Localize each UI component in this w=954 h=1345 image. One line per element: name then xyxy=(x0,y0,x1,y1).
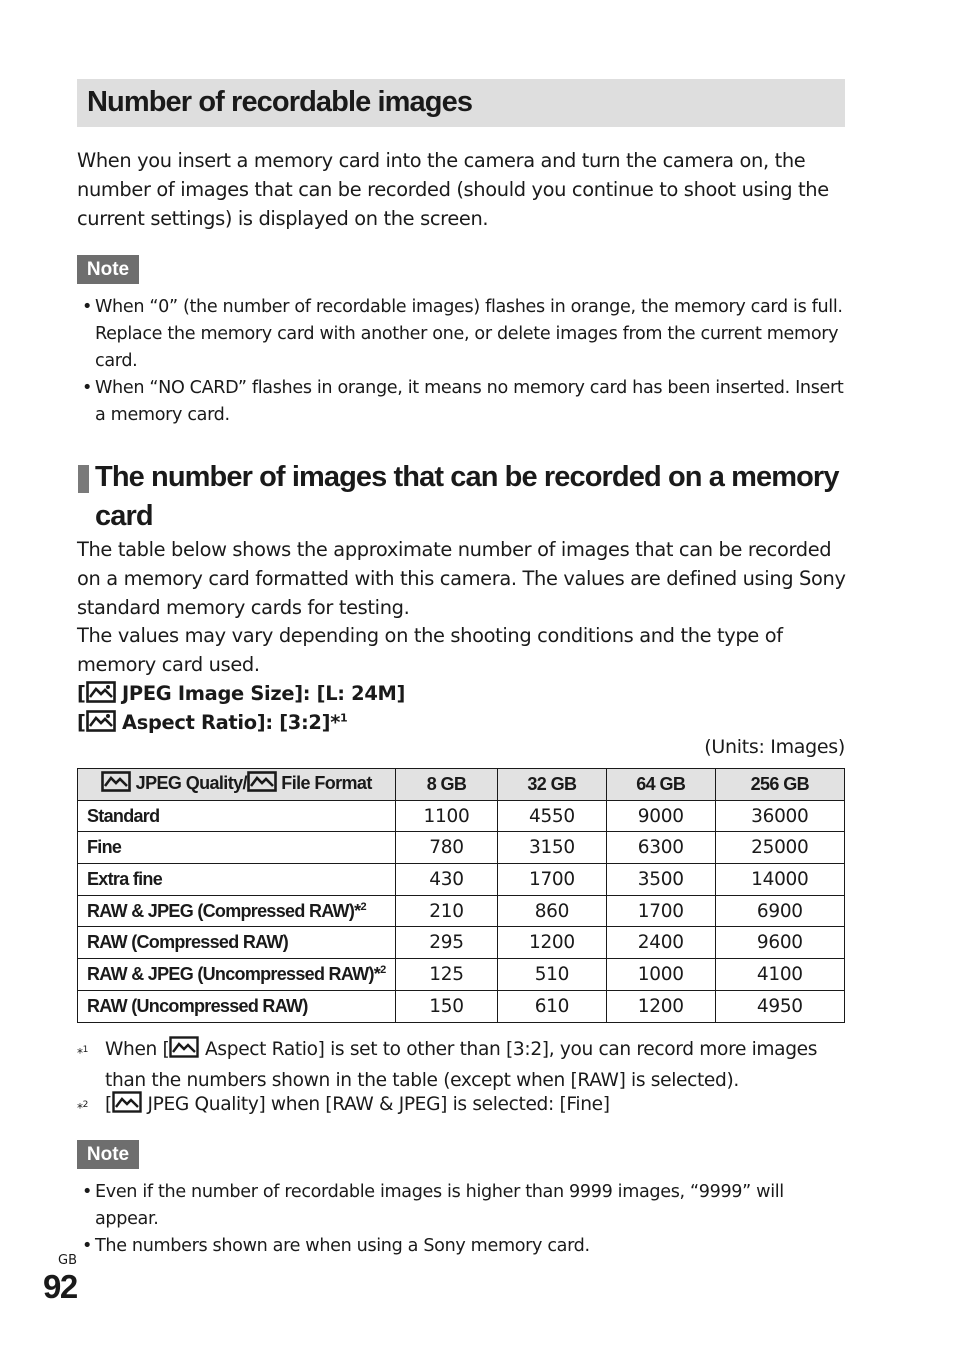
table-row xyxy=(78,959,845,991)
table-cell: 9600 xyxy=(715,927,844,959)
row-label: RAW & JPEG (Compressed RAW)*$^2$ xyxy=(78,895,396,927)
still-image-icon xyxy=(247,771,277,797)
body-paragraph: The table below shows the approximate number of images that can be recorded on a memory card formatted with this camera. The values are defined using Sony standard memory cards for testing. xyxy=(77,538,846,619)
header-quality-format: JPEG Quality/ File Format xyxy=(78,769,396,801)
units-label: (Units: Images) xyxy=(704,736,845,758)
section-header-bar xyxy=(77,79,845,127)
still-image-icon xyxy=(86,710,116,740)
footnote-mark: *$^2$ xyxy=(77,1100,89,1115)
section-title: Number of recordable images xyxy=(87,86,473,118)
footnote-ref: 1 xyxy=(340,711,348,725)
row-label: Standard xyxy=(78,800,396,832)
table-cell: 430 xyxy=(396,864,498,896)
table-header-row xyxy=(78,769,845,801)
table-cell: 860 xyxy=(498,895,607,927)
note-item: • When “0” (the number of recordable images) flashes in orange, the memory card is full. Replace the memory card with another one, or delete images from the current memory card. xyxy=(82,294,852,375)
note-label: Note xyxy=(77,255,139,284)
row-label: RAW (Compressed RAW) xyxy=(78,927,396,959)
footnote-2: *$^2$ [ JPEG Quality] when [RAW & JPEG] is selected: [Fine] xyxy=(77,1091,857,1122)
table-cell: 3500 xyxy=(606,864,715,896)
row-label: Fine xyxy=(78,832,396,864)
subsection-title: The number of images that can be recorded on a memory card xyxy=(95,461,839,532)
table-cell: 6900 xyxy=(715,895,844,927)
body-paragraph: The values may vary depending on the shooting conditions and the type of memory card used. xyxy=(77,624,783,676)
header-col: 32 GB xyxy=(498,769,607,801)
table-row xyxy=(78,864,845,896)
table-cell: 4100 xyxy=(715,959,844,991)
note-list xyxy=(82,294,852,429)
row-label: RAW (Uncompressed RAW) xyxy=(78,990,396,1022)
table-cell: 295 xyxy=(396,927,498,959)
intro-paragraph: When you insert a memory card into the camera and turn the camera on, the number of images that can be recorded (should you continue to shoot using the current settings) is displayed on the screen. xyxy=(77,149,829,230)
table-cell: 14000 xyxy=(715,864,844,896)
table-cell: 9000 xyxy=(606,800,715,832)
table-cell: 150 xyxy=(396,990,498,1022)
table-cell: 125 xyxy=(396,959,498,991)
table-cell: 1700 xyxy=(498,864,607,896)
table-cell: 1000 xyxy=(606,959,715,991)
note-list xyxy=(82,1179,852,1260)
still-image-icon xyxy=(112,1091,142,1122)
footnote-mark: *$^1$ xyxy=(77,1045,89,1060)
table-cell: 4550 xyxy=(498,800,607,832)
table-row xyxy=(78,990,845,1022)
row-label: Extra fine xyxy=(78,864,396,896)
table-cell: 3150 xyxy=(498,832,607,864)
note-label: Note xyxy=(77,1140,139,1169)
row-label: RAW & JPEG (Uncompressed RAW)*$^2$ xyxy=(78,959,396,991)
table-cell: 210 xyxy=(396,895,498,927)
table-cell: 1200 xyxy=(498,927,607,959)
table-row xyxy=(78,832,845,864)
note-item: • The numbers shown are when using a Sony memory card. xyxy=(82,1233,852,1260)
setting-image-size: [ JPEG Image Size]: [L: 24M] xyxy=(77,679,405,711)
page-region-label: GB xyxy=(58,1253,77,1268)
table-cell: 610 xyxy=(498,990,607,1022)
table-cell: 510 xyxy=(498,959,607,991)
table-cell: 2400 xyxy=(606,927,715,959)
table-cell: 25000 xyxy=(715,832,844,864)
still-image-icon xyxy=(101,771,131,797)
table-cell: 36000 xyxy=(715,800,844,832)
table-row xyxy=(78,895,845,927)
subsection-marker xyxy=(78,465,89,493)
recordable-images-table xyxy=(77,768,845,1023)
table-cell: 6300 xyxy=(606,832,715,864)
table-row xyxy=(78,927,845,959)
note-item: • When “NO CARD” flashes in orange, it means no memory card has been inserted. Insert a memory card. xyxy=(82,375,852,429)
table-cell: 780 xyxy=(396,832,498,864)
table-row xyxy=(78,800,845,832)
note-item: • Even if the number of recordable images is higher than 9999 images, “9999” will appear. xyxy=(82,1179,852,1233)
table-cell: 1200 xyxy=(606,990,715,1022)
table-cell: 1100 xyxy=(396,800,498,832)
header-col: 8 GB xyxy=(396,769,498,801)
still-image-icon xyxy=(169,1036,199,1067)
table-cell: 4950 xyxy=(715,990,844,1022)
footnote-1: *$^1$ When [ Aspect Ratio] is set to other than [3:2], you can record more images than the numbers shown in the table (except when [RAW] is selected). xyxy=(77,1036,857,1095)
page-number: 92 xyxy=(43,1268,77,1305)
header-col: 64 GB xyxy=(606,769,715,801)
header-col: 256 GB xyxy=(715,769,844,801)
still-image-icon xyxy=(86,681,116,711)
setting-aspect-ratio: [ Aspect Ratio]: [3:2]*$^1$ xyxy=(77,708,347,740)
table-cell: 1700 xyxy=(606,895,715,927)
